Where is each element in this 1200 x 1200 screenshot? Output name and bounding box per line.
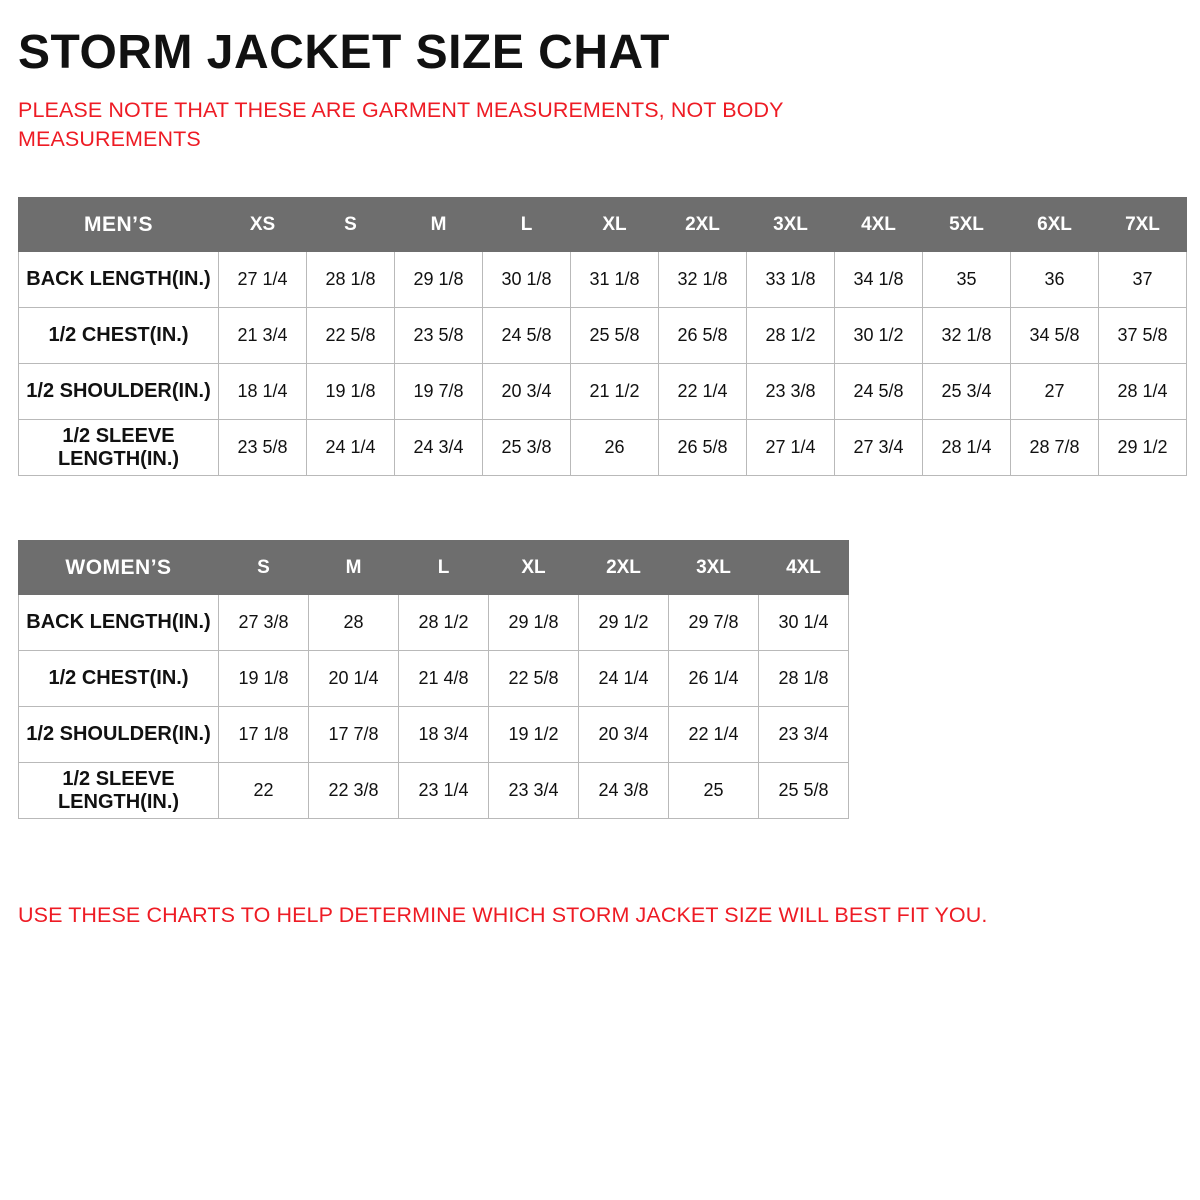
- table-cell: 37: [1099, 252, 1187, 308]
- table-cell: 25 3/4: [923, 364, 1011, 420]
- table-row: [19, 420, 1187, 476]
- table-cell: 28 1/4: [923, 420, 1011, 476]
- table-cell: 23 3/8: [747, 364, 835, 420]
- table-row: [19, 364, 1187, 420]
- table-cell: 20 1/4: [309, 651, 399, 707]
- mens-size-header: 6XL: [1011, 198, 1099, 252]
- table-cell: 28 1/4: [1099, 364, 1187, 420]
- mens-size-header: 2XL: [659, 198, 747, 252]
- table-cell: 26: [571, 420, 659, 476]
- table-cell: 30 1/2: [835, 308, 923, 364]
- mens-size-header: M: [395, 198, 483, 252]
- mens-size-header: XS: [219, 198, 307, 252]
- table-cell: 26 1/4: [669, 651, 759, 707]
- table-cell: 24 5/8: [835, 364, 923, 420]
- table-cell: 35: [923, 252, 1011, 308]
- mens-size-header: 5XL: [923, 198, 1011, 252]
- mens-size-header: 3XL: [747, 198, 835, 252]
- table-cell: 22 1/4: [669, 707, 759, 763]
- table-cell: 32 1/8: [659, 252, 747, 308]
- table-cell: 24 5/8: [483, 308, 571, 364]
- table-cell: 22 5/8: [307, 308, 395, 364]
- womens-corner-label: WOMEN’S: [19, 541, 219, 595]
- table-cell: 37 5/8: [1099, 308, 1187, 364]
- table-cell: 33 1/8: [747, 252, 835, 308]
- table-header-row: [19, 541, 849, 595]
- table-cell: 30 1/8: [483, 252, 571, 308]
- table-cell: 19 1/2: [489, 707, 579, 763]
- row-label: 1/2 SLEEVE LENGTH(IN.): [19, 763, 219, 819]
- table-cell: 23 5/8: [395, 308, 483, 364]
- table-cell: 32 1/8: [923, 308, 1011, 364]
- womens-size-header: XL: [489, 541, 579, 595]
- table-cell: 22 1/4: [659, 364, 747, 420]
- table-cell: 31 1/8: [571, 252, 659, 308]
- table-cell: 28: [309, 595, 399, 651]
- table-cell: 25 5/8: [571, 308, 659, 364]
- table-cell: 22 3/8: [309, 763, 399, 819]
- table-row: [19, 252, 1187, 308]
- table-row: [19, 595, 849, 651]
- mens-size-header: L: [483, 198, 571, 252]
- table-cell: 27: [1011, 364, 1099, 420]
- womens-size-header: L: [399, 541, 489, 595]
- table-cell: 28 1/8: [759, 651, 849, 707]
- table-cell: 18 3/4: [399, 707, 489, 763]
- womens-table-header: [19, 541, 849, 595]
- table-cell: 23 1/4: [399, 763, 489, 819]
- table-row: [19, 707, 849, 763]
- table-cell: 19 7/8: [395, 364, 483, 420]
- row-label: 1/2 CHEST(IN.): [19, 308, 219, 364]
- table-cell: 19 1/8: [307, 364, 395, 420]
- table-cell: 19 1/8: [219, 651, 309, 707]
- table-cell: 27 3/8: [219, 595, 309, 651]
- womens-size-header: S: [219, 541, 309, 595]
- mens-size-header: S: [307, 198, 395, 252]
- table-cell: 23 3/4: [759, 707, 849, 763]
- table-cell: 30 1/4: [759, 595, 849, 651]
- table-cell: 27 1/4: [219, 252, 307, 308]
- row-label: 1/2 SHOULDER(IN.): [19, 707, 219, 763]
- table-cell: 29 1/8: [395, 252, 483, 308]
- top-note: PLEASE NOTE THAT THESE ARE GARMENT MEASUREMENTS, NOT BODY MEASUREMENTS: [18, 98, 784, 151]
- womens-size-header: 2XL: [579, 541, 669, 595]
- row-label: BACK LENGTH(IN.): [19, 252, 219, 308]
- bottom-note: USE THESE CHARTS TO HELP DETERMINE WHICH STORM JACKET SIZE WILL BEST FIT YOU.: [18, 903, 988, 928]
- mens-size-header: XL: [571, 198, 659, 252]
- table-cell: 22: [219, 763, 309, 819]
- page-title: STORM JACKET SIZE CHAT: [18, 26, 670, 79]
- table-cell: 25 3/8: [483, 420, 571, 476]
- table-cell: 18 1/4: [219, 364, 307, 420]
- mens-size-header: 7XL: [1099, 198, 1187, 252]
- table-header-row: [19, 198, 1187, 252]
- table-cell: 28 1/2: [747, 308, 835, 364]
- table-cell: 24 3/4: [395, 420, 483, 476]
- table-cell: 20 3/4: [483, 364, 571, 420]
- table-cell: 24 1/4: [579, 651, 669, 707]
- table-row: [19, 308, 1187, 364]
- table-cell: 34 5/8: [1011, 308, 1099, 364]
- mens-table-header: [19, 198, 1187, 252]
- row-label: BACK LENGTH(IN.): [19, 595, 219, 651]
- table-cell: 24 3/8: [579, 763, 669, 819]
- table-cell: 25: [669, 763, 759, 819]
- table-row: [19, 763, 849, 819]
- table-cell: 27 1/4: [747, 420, 835, 476]
- table-cell: 29 7/8: [669, 595, 759, 651]
- mens-corner-label: MEN’S: [19, 198, 219, 252]
- table-cell: 24 1/4: [307, 420, 395, 476]
- table-cell: 28 7/8: [1011, 420, 1099, 476]
- table-row: [19, 651, 849, 707]
- table-cell: 28 1/8: [307, 252, 395, 308]
- table-cell: 29 1/2: [579, 595, 669, 651]
- table-cell: 21 3/4: [219, 308, 307, 364]
- mens-table-body: [19, 252, 1187, 476]
- mens-size-table: [18, 197, 1187, 476]
- row-label: 1/2 CHEST(IN.): [19, 651, 219, 707]
- table-cell: 29 1/2: [1099, 420, 1187, 476]
- womens-size-header: 3XL: [669, 541, 759, 595]
- table-cell: 36: [1011, 252, 1099, 308]
- table-cell: 29 1/8: [489, 595, 579, 651]
- table-cell: 23 5/8: [219, 420, 307, 476]
- womens-size-header: M: [309, 541, 399, 595]
- table-cell: 26 5/8: [659, 308, 747, 364]
- table-cell: 23 3/4: [489, 763, 579, 819]
- mens-size-header: 4XL: [835, 198, 923, 252]
- table-cell: 25 5/8: [759, 763, 849, 819]
- table-cell: 28 1/2: [399, 595, 489, 651]
- table-cell: 20 3/4: [579, 707, 669, 763]
- womens-table-body: [19, 595, 849, 819]
- womens-size-header: 4XL: [759, 541, 849, 595]
- womens-size-table: [18, 540, 849, 819]
- table-cell: 34 1/8: [835, 252, 923, 308]
- table-cell: 17 7/8: [309, 707, 399, 763]
- table-cell: 27 3/4: [835, 420, 923, 476]
- row-label: 1/2 SLEEVE LENGTH(IN.): [19, 420, 219, 476]
- table-cell: 26 5/8: [659, 420, 747, 476]
- row-label: 1/2 SHOULDER(IN.): [19, 364, 219, 420]
- table-cell: 22 5/8: [489, 651, 579, 707]
- table-cell: 21 4/8: [399, 651, 489, 707]
- table-cell: 21 1/2: [571, 364, 659, 420]
- table-cell: 17 1/8: [219, 707, 309, 763]
